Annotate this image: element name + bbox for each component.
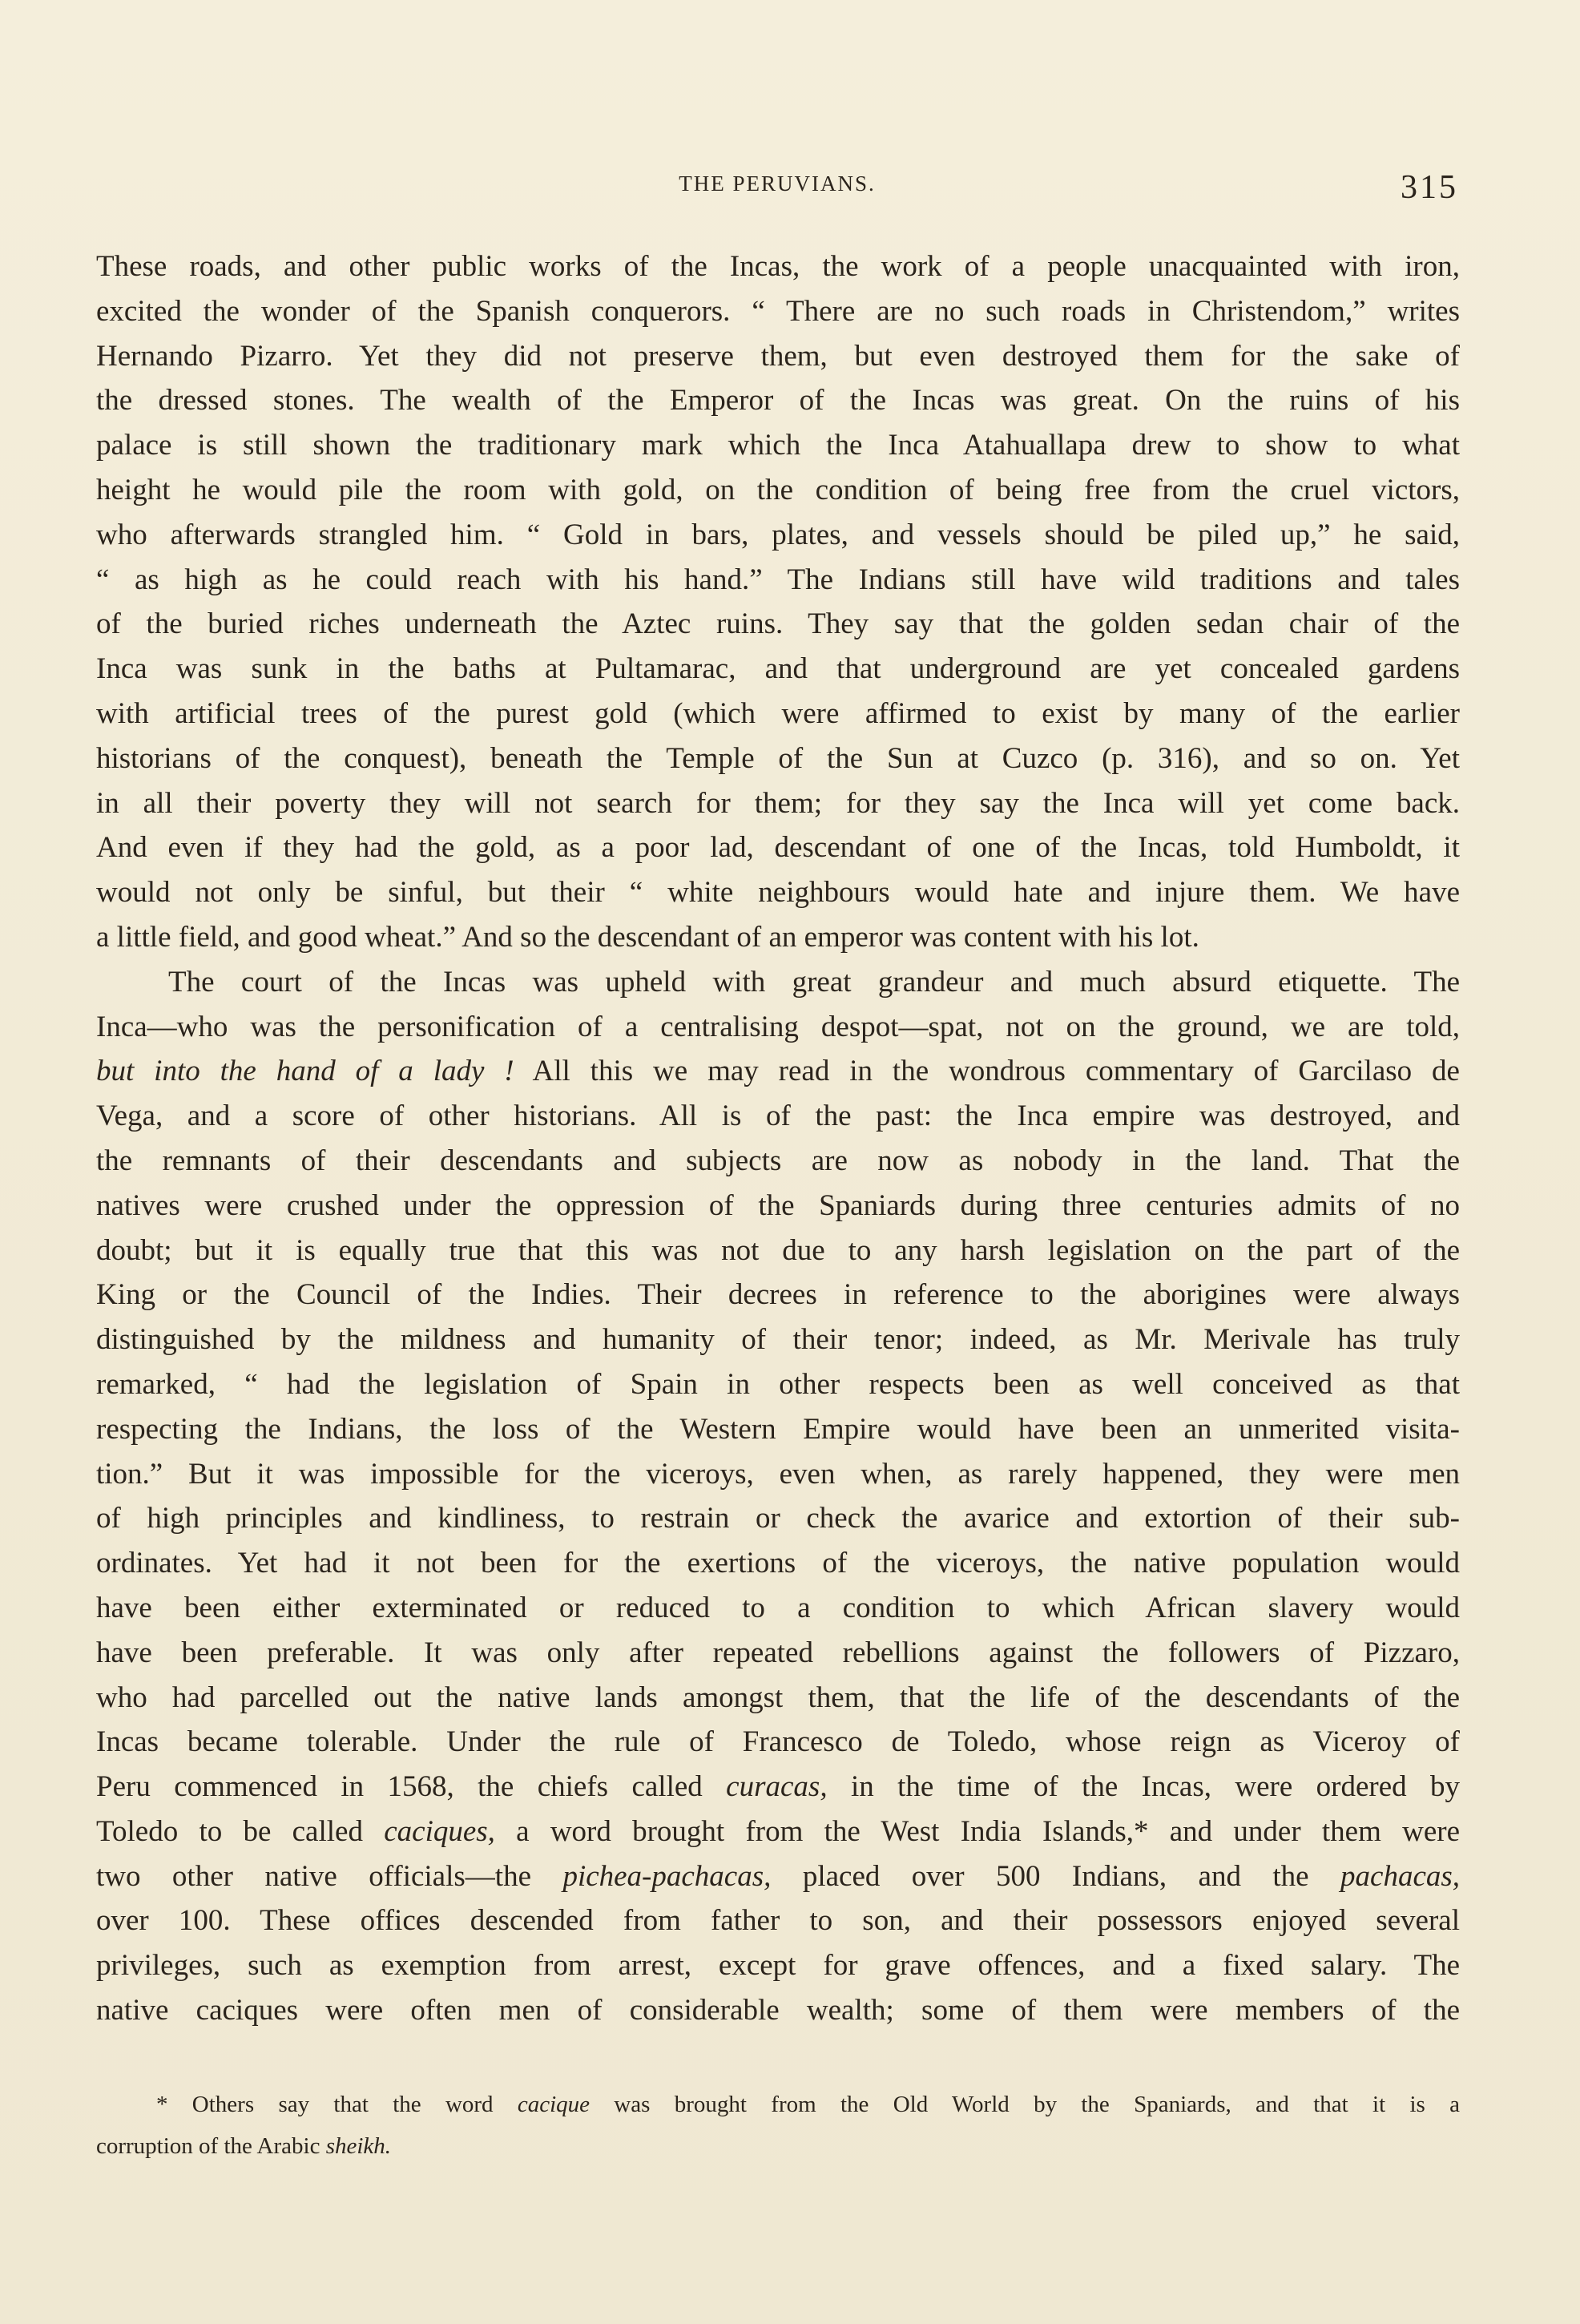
text-line xyxy=(96,1049,1460,1094)
paragraph-start-line: The court of the Incas was upheld with great grandeur and much absurd etiquette. The xyxy=(168,965,1460,999)
text-line: native caciques were often men of considerable wealth; some of them were members of the xyxy=(96,1994,1460,2027)
text-line: King or the Council of the Indies. Their decrees in reference to the aborigines were always xyxy=(96,1278,1460,1312)
text-line: Hernando Pizarro. Yet they did not preserve them, but even destroyed them for the sake of xyxy=(96,339,1460,373)
text-line: “ as high as he could reach with his hand.” The Indians still have wild traditions and tales xyxy=(96,563,1460,596)
footnote xyxy=(96,2084,1460,2167)
text-segment: corruption of the Arabic xyxy=(96,2133,320,2159)
running-title: THE PERUVIANS. xyxy=(679,171,876,196)
text-line: of the buried riches underneath the Aztec ruins. They say that the golden sedan chair of the xyxy=(96,607,1460,641)
text-line: And even if they had the gold, as a poor lad, descendant of one of the Incas, told Humboldt, it xyxy=(96,831,1460,865)
italic-term-curacas: curacas, xyxy=(726,1770,828,1804)
text-line: Incas became tolerable. Under the rule of Francesco de Toledo, whose reign as Viceroy of xyxy=(96,1725,1460,1759)
text-line: respecting the Indians, the loss of the Western Empire would have been an unmerited visita- xyxy=(96,1412,1460,1446)
text-line xyxy=(96,1765,1460,1810)
page-number: 315 xyxy=(1401,169,1458,206)
text-segment: All this we may read in the wondrous commentary of Garcilaso de xyxy=(532,1055,1460,1088)
text-line: distinguished by the mildness and humanity of their tenor; indeed, as Mr. Merivale has truly xyxy=(96,1323,1460,1357)
text-line: Inca was sunk in the baths at Pultamarac, and that underground are yet concealed gardens xyxy=(96,652,1460,686)
text-line: over 100. These offices descended from father to son, and their possessors enjoyed several xyxy=(96,1904,1460,1938)
text-segment: a word brought from the West India Islands,* and under them were xyxy=(516,1814,1460,1848)
text-line: have been preferable. It was only after repeated rebellions against the followers of Pizzaro, xyxy=(96,1636,1460,1669)
text-line: would not only be sinful, but their “ white neighbours would hate and injure them. We have xyxy=(96,876,1460,910)
text-line: Vega, and a score of other historians. All is of the past: the Inca empire was destroyed, and xyxy=(96,1099,1460,1133)
text-segment: was brought from the Old World by the Spaniards, and that it is a xyxy=(614,2092,1460,2117)
text-line: the remnants of their descendants and subjects are now as nobody in the land. That the xyxy=(96,1144,1460,1177)
text-line xyxy=(96,1854,1460,1899)
text-line: who had parcelled out the native lands amongst them, that the life of the descendants of the xyxy=(96,1680,1460,1714)
text-line: who afterwards strangled him. “ Gold in bars, plates, and vessels should be piled up,” he said, xyxy=(96,518,1460,551)
text-line: with artificial trees of the purest gold (which were affirmed to exist by many of the earlier xyxy=(96,696,1460,730)
text-line: These roads, and other public works of the Incas, the work of a people unacquainted with iron, xyxy=(96,250,1460,283)
italic-term-sheikh: sheikh. xyxy=(325,2133,392,2159)
body-text xyxy=(96,244,1460,2033)
italic-term-cacique: cacique xyxy=(517,2092,590,2117)
text-line: of high principles and kindliness, to restrain or check the avarice and extortion of their sub- xyxy=(96,1502,1460,1535)
text-line: the dressed stones. The wealth of the Emperor of the Incas was great. On the ruins of his xyxy=(96,384,1460,418)
text-line: remarked, “ had the legislation of Spain in other respects been as well conceived as that xyxy=(96,1367,1460,1401)
page-header xyxy=(96,168,1458,216)
italic-phrase: but into the hand of a lady ! xyxy=(96,1055,514,1088)
text-line: historians of the conquest), beneath the Temple of the Sun at Cuzco (p. 316), and so on. Yet xyxy=(96,741,1460,775)
text-line: a little field, and good wheat.” And so the descendant of an emperor was content with his lot. xyxy=(96,920,1199,954)
text-segment: * Others say that the word xyxy=(156,2092,494,2117)
italic-term-pachacas: pachacas, xyxy=(1340,1859,1460,1893)
text-line: Inca—who was the personification of a centralising despot—spat, not on the ground, we are told, xyxy=(96,1010,1460,1043)
text-line: privileges, such as exemption from arrest, except for grave offences, and a fixed salary. The xyxy=(96,1949,1460,1983)
footnote-line xyxy=(96,2125,1460,2167)
text-line: height he would pile the room with gold, on the condition of being free from the cruel victors, xyxy=(96,473,1460,506)
text-line: doubt; but it is equally true that this was not due to any harsh legislation on the part of the xyxy=(96,1233,1460,1267)
text-segment: two other native officials—the xyxy=(96,1859,531,1893)
text-line: in all their poverty they will not search for them; for they say the Inca will yet come back. xyxy=(96,786,1460,820)
text-line: tion.” But it was impossible for the viceroys, even when, as rarely happened, they were men xyxy=(96,1457,1460,1491)
text-line: have been either exterminated or reduced to a condition to which African slavery would xyxy=(96,1591,1460,1624)
text-line: ordinates. Yet had it not been for the exertions of the viceroys, the native population would xyxy=(96,1547,1460,1580)
italic-term-caciques: caciques, xyxy=(384,1814,495,1848)
italic-term-pichea-pachacas: pichea-pachacas, xyxy=(562,1859,772,1893)
text-line xyxy=(96,1810,1460,1854)
text-segment: in the time of the Incas, were ordered by xyxy=(850,1770,1460,1804)
text-segment: placed over 500 Indians, and the xyxy=(802,1859,1309,1893)
text-segment: Peru commenced in 1568, the chiefs called xyxy=(96,1770,703,1804)
text-line: palace is still shown the traditionary mark which the Inca Atahuallapa drew to show to what xyxy=(96,429,1460,462)
text-segment: Toledo to be called xyxy=(96,1814,363,1848)
footnote-line xyxy=(96,2084,1460,2125)
text-line: natives were crushed under the oppression of the Spaniards during three centuries admits of no xyxy=(96,1188,1460,1222)
text-line: excited the wonder of the Spanish conquerors. “ There are no such roads in Christendom,” writes xyxy=(96,294,1460,328)
